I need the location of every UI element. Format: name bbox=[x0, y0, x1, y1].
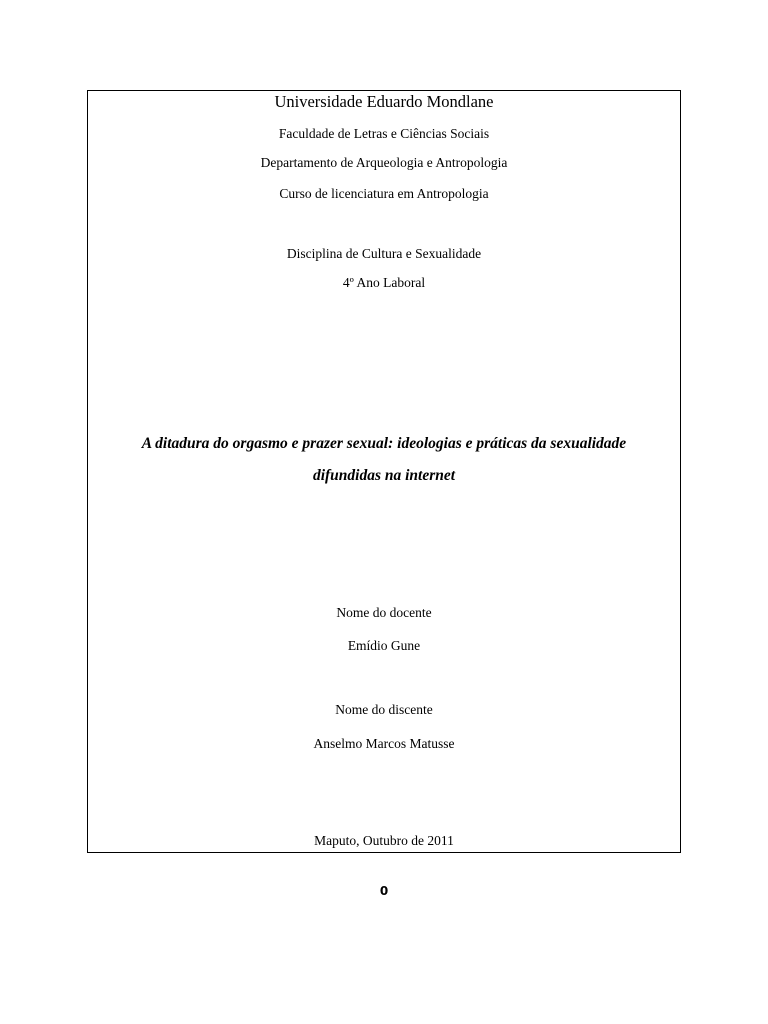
place-and-date: Maputo, Outubro de 2011 bbox=[314, 833, 454, 848]
discipline-name: Disciplina de Cultura e Sexualidade bbox=[286, 246, 482, 261]
teacher-name: Emídio Gune bbox=[347, 638, 421, 653]
academic-year: 4º Ano Laboral bbox=[342, 275, 426, 290]
page-number: 0 bbox=[379, 884, 389, 898]
student-name: Anselmo Marcos Matusse bbox=[313, 736, 455, 751]
student-label: Nome do discente bbox=[335, 702, 433, 717]
course-name: Curso de licenciatura em Antropologia bbox=[279, 186, 489, 201]
faculty-name: Faculdade de Letras e Ciências Sociais bbox=[278, 126, 490, 141]
university-name: Universidade Eduardo Mondlane bbox=[274, 92, 494, 111]
department-name: Departamento de Arqueologia e Antropologia bbox=[260, 155, 508, 170]
document-title-line-2: difundidas na internet bbox=[312, 467, 456, 484]
document-title-line-1: A ditadura do orgasmo e prazer sexual: ideologias e práticas da sexualidade bbox=[141, 435, 627, 452]
teacher-label: Nome do docente bbox=[336, 605, 432, 620]
